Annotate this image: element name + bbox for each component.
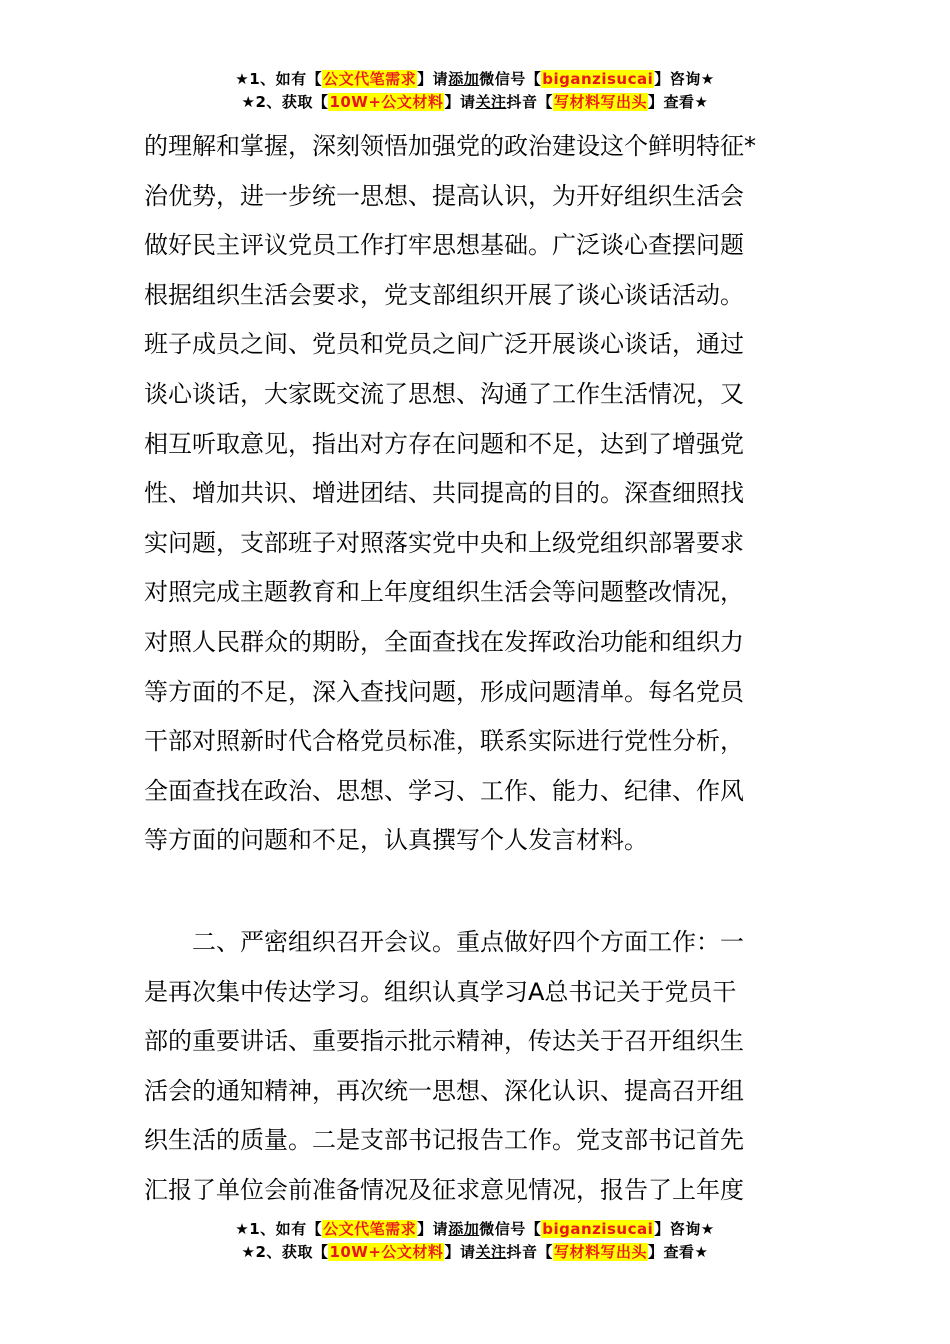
text-line: 织生活的质量。二是支部书记报告工作。党支部书记首先 [144,1126,744,1155]
banner-highlight: 10W+公文材料 [329,93,444,111]
banner-line-2 [0,91,950,114]
text-line: 汇报了单位会前准备情况及征求意见情况，报告了上年度 [144,1175,744,1204]
text-line: 等方面的问题和不足，认真撰写个人发言材料。 [144,826,648,855]
banner-highlight: biganzisucai [542,70,654,88]
text-line: 活会的通知精神，再次统一思想、深化认识、提高召开组 [144,1076,744,1105]
text-line: 全面查找在政治、思想、学习、工作、能力、纪律、作风 [144,776,744,805]
banner-text: 】查看★ [648,93,709,111]
banner-emphasis: 关注 [475,1243,507,1261]
banner-text: 】查看★ [648,1243,709,1261]
banner-text: ★2、获取【 [241,1243,329,1261]
banner-highlight: 写材料写出头 [553,1243,647,1261]
banner-highlight: 公文代笔需求 [323,1220,417,1238]
footer-banner [0,1218,950,1264]
banner-text: 抖音【 [506,93,553,111]
banner-text: 】请 [417,1220,449,1238]
text-line: 根据组织生活会要求，党支部组织开展了谈心谈话活动。 [144,280,744,309]
banner-text: 微信号【 [479,1220,542,1238]
text-line: 的理解和掌握，深刻领悟加强党的政治建设这个鲜明特征* [144,132,756,160]
banner-text: ★1、如有【 [235,70,323,88]
banner-text: 】请 [444,1243,476,1261]
text-line: 等方面的不足，深入查找问题，形成问题清单。每名党员 [144,677,744,706]
banner-text: 】咨询★ [654,70,715,88]
banner-text: ★1、如有【 [235,1220,323,1238]
text-line: 二、严密组织召开会议。重点做好四个方面工作：一 [192,928,744,956]
header-banner [0,68,950,114]
banner-text: ★2、获取【 [241,93,329,111]
banner-text: 】请 [417,70,449,88]
banner-line-1 [0,68,950,91]
text-line: 是再次集中传达学习。组织认真学习A总书记关于党员干 [144,977,737,1006]
banner-highlight: biganzisucai [542,1220,654,1238]
text-line: 实问题，支部班子对照落实党中央和上级党组织部署要求 [144,528,744,557]
banner-text: 】请 [444,93,476,111]
banner-text: 抖音【 [506,1243,553,1261]
banner-text: 微信号【 [479,70,542,88]
banner-emphasis: 关注 [475,93,507,111]
banner-highlight: 10W+公文材料 [329,1243,444,1261]
banner-text: 】咨询★ [654,1220,715,1238]
banner-emphasis: 添加 [448,1220,480,1238]
text-line: 部的重要讲话、重要指示批示精神，传达关于召开组织生 [144,1027,744,1056]
banner-line-2 [0,1241,950,1264]
text-line: 性、增加共识、增进团结、共同提高的目的。深查细照找 [144,479,744,508]
body-paragraph-1 [144,122,810,866]
text-line: 干部对照新时代合格党员标准，联系实际进行党性分析， [144,727,744,756]
banner-line-1 [0,1218,950,1241]
banner-emphasis: 添加 [448,70,480,88]
text-line: 班子成员之间、党员和党员之间广泛开展谈心谈话，通过 [144,330,744,359]
text-line: 对照人民群众的期盼，全面查找在发挥政治功能和组织力 [144,627,744,656]
body-paragraph-2 [144,918,810,1216]
text-line: 谈心谈话，大家既交流了思想、沟通了工作生活情况，又 [144,379,744,408]
banner-highlight: 公文代笔需求 [323,70,417,88]
text-line: 治优势，进一步统一思想、提高认识，为开好组织生活会 [144,181,744,210]
banner-highlight: 写材料写出头 [553,93,647,111]
text-line: 相互听取意见，指出对方存在问题和不足，达到了增强党 [144,429,744,458]
text-line: 对照完成主题教育和上年度组织生活会等问题整改情况， [144,578,744,607]
text-line: 做好民主评议党员工作打牢思想基础。广泛谈心查摆问题 [144,231,744,260]
